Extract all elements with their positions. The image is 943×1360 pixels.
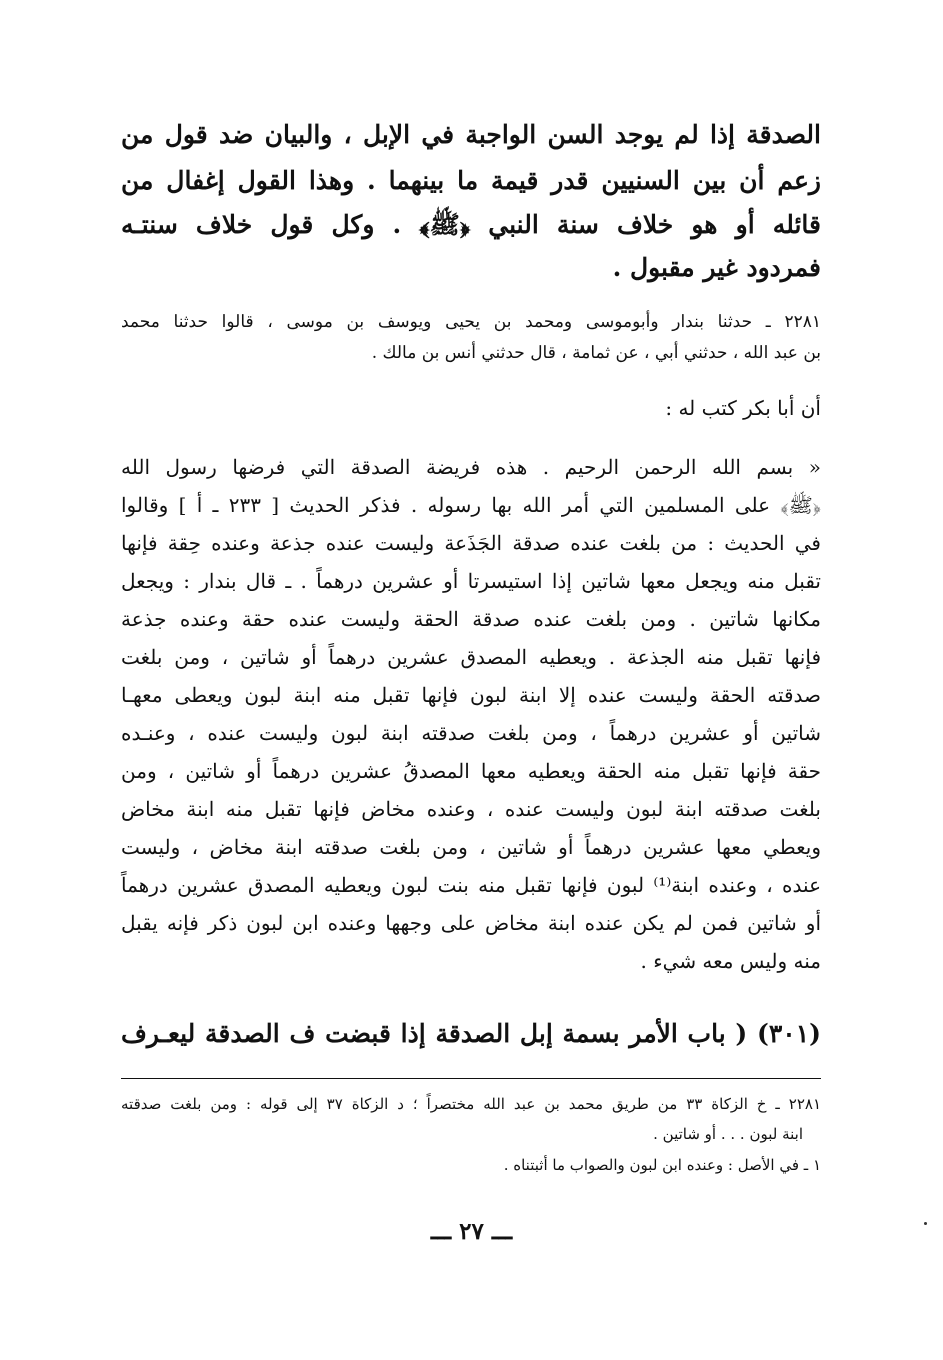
- page-number: ـــ ٢٧ ـــ: [430, 1218, 513, 1245]
- hadith-line-1: « بسم الله الرحمن الرحيم . هذه فريضة الصدقة التي فرضها رسول الله: [121, 455, 821, 479]
- footnote-line-2: ابنة لبون . . . أو شاتين .: [653, 1125, 803, 1143]
- hadith-line-3: في الحديث : من بلغت عنده صدقة الجَذَعة وليست عنده جذعة وعنده حِقة فإنها: [121, 531, 821, 555]
- hadith-line-4: تقبل منه ويجعل معها شاتين إذا استيسرتا أو عشرين درهماً . ـ قال بندار : ويجعل: [121, 569, 821, 593]
- footnote-line-3: ١ ـ في الأصل : وعنده ابن لبون والصواب ما أثبتناه .: [503, 1156, 821, 1174]
- hadith-line-7: صدقته الحقة وليست عنده إلا ابنة لبون فإنها تقبل منه ابنة لبون ويعطى معهـا: [121, 683, 821, 707]
- hadith-line-2: ﴿ﷺ﴾ على المسلمين التي أمر الله بها رسوله . فذكر الحديث [ ٢٣٣ ـ أ ] وقالوا: [121, 493, 821, 517]
- opening-line: أن أبا بكر كتب له :: [665, 396, 821, 420]
- hadith-line-6: فإنها تقبل منه الجذعة . ويعطيه المصدق عشرين درهماً أو شاتين ، ومن بلغت: [121, 645, 821, 669]
- hadith-line-12: عنده ، وعنده ابنة⁽¹⁾ لبون فإنها تقبل منه بنت لبون ويعطيه المصدق عشرين درهماً: [121, 873, 822, 897]
- isnad-line-1: ٢٢٨١ ـ حدثنا بندار وأبوموسى ومحمد بن يحيى ويوسف بن موسى ، قالوا حدثنا محمد: [121, 312, 821, 332]
- hadith-line-14: منه وليس معه شيء .: [640, 949, 821, 973]
- hadith-line-11: ويعطي معها عشرين درهماً أو شاتين ، ومن بلغت صدقته ابنة مخاض ، وليست: [121, 835, 821, 859]
- footnote-line-1: ٢٢٨١ ـ خ الزكاة ٣٣ من طريق محمد بن عبد الله مختصراً ؛ د الزكاة ٣٧ إلى قوله : ومن بلغت صدقته: [121, 1095, 822, 1113]
- chapter-heading: (٣٠١) ( باب الأمر بسمة إبل الصدقة إذا قبضت ف الصدقة ليعـرف: [121, 1019, 821, 1048]
- hadith-line-10: بلغت صدقته ابنة لبون وليست عنده ، وعنده مخاض فإنها تقبل منه ابنة مخاض: [121, 797, 821, 821]
- intro-line-1: الصدقة إذا لم يوجد السن الواجبة في الإبل ، والبيان ضد قول من: [121, 120, 821, 149]
- scan-speck: [924, 1222, 927, 1225]
- isnad-line-2: بن عبد الله ، حدثني أبي ، عن ثمامة ، قال حدثني أنس بن مالك .: [371, 343, 821, 363]
- hadith-line-13: أو شاتين فمن لم يكن عنده ابنة مخاض على وجهها وعنده ابن لبون ذكر فإنه يقبل: [121, 911, 821, 935]
- hadith-line-9: حقة فإنها تقبل منه الحقة ويعطيه معها المصدقُ عشرين درهماً أو شاتين ، ومن: [121, 759, 821, 783]
- intro-line-3: قائله أو هو خلاف سنة النبي ﴿ﷺ﴾ . وكل قول خلاف سنتـه: [121, 210, 821, 239]
- hadith-line-8: شاتين أو عشرين درهماً ، ومن بلغت صدقته ابنة لبون وليست عنده ، وعنـده: [121, 721, 821, 745]
- hadith-line-5: مكانها شاتين . ومن بلغت عنده صدقة الحقة وليست عنده حقة وعنده جذعة: [121, 607, 821, 631]
- intro-line-4: فمردود غير مقبول .: [612, 253, 821, 282]
- intro-line-2: زعم أن بين السنيين قدر قيمة ما بينهما . وهذا القول إغفال من: [121, 166, 821, 195]
- footnote-divider: [121, 1078, 821, 1079]
